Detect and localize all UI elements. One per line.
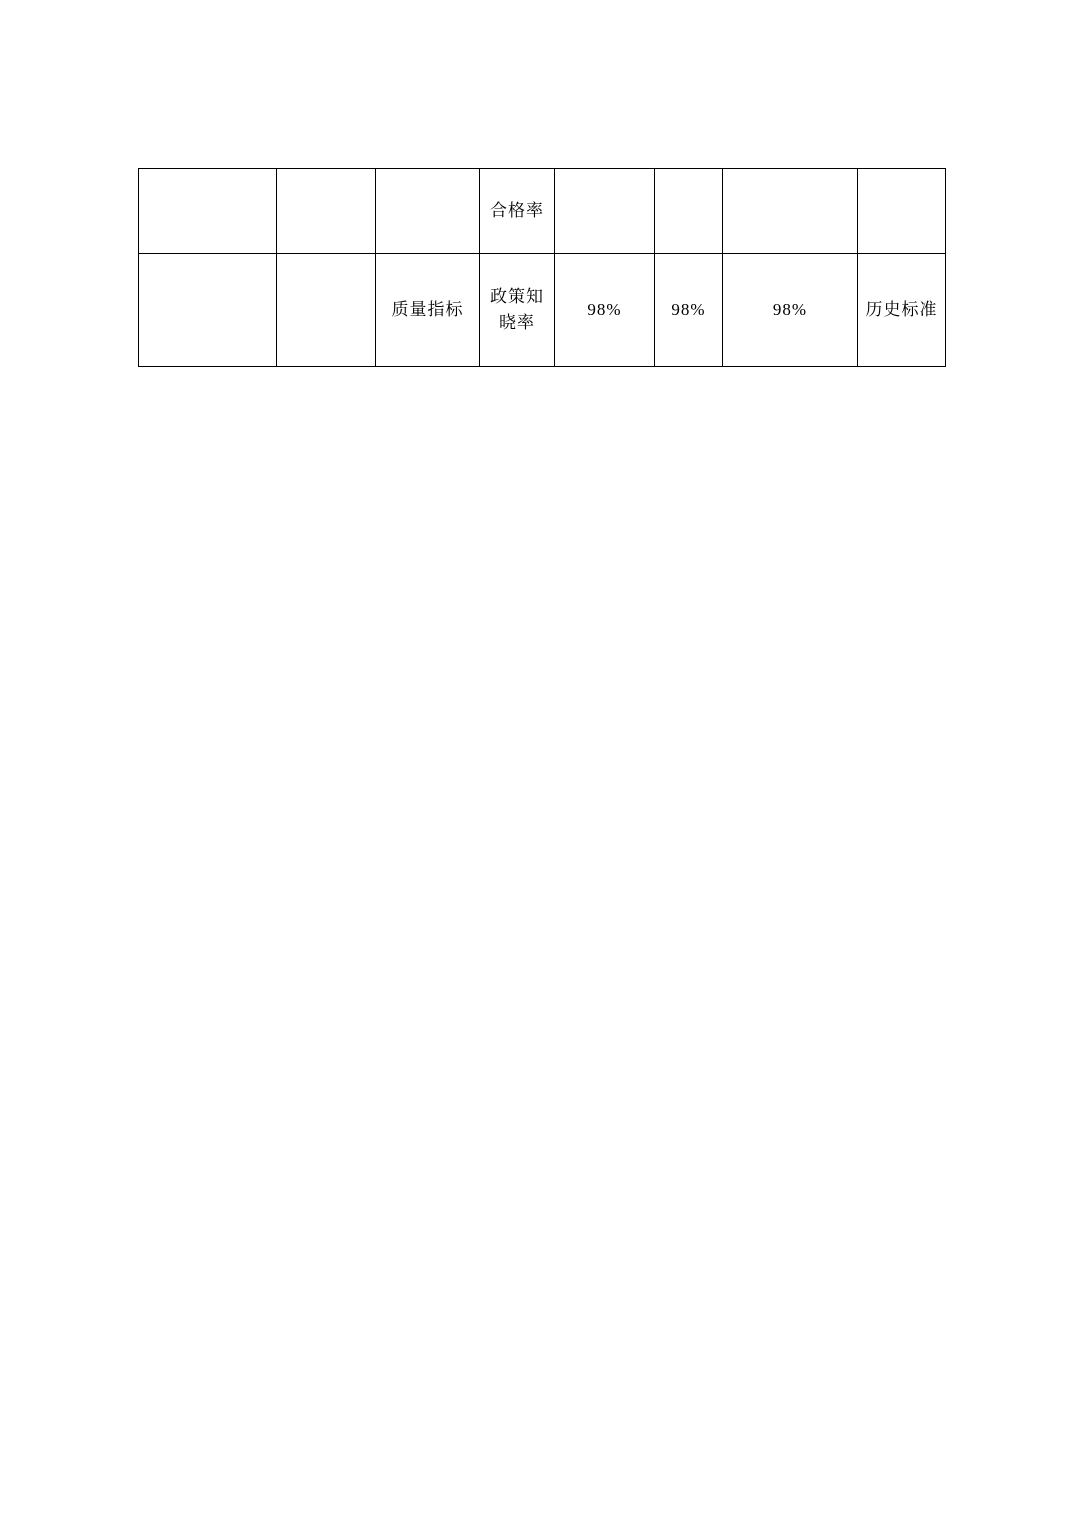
cell-r0-c6 xyxy=(723,169,858,254)
cell-r1-c6-value: 98% xyxy=(723,254,858,367)
cell-r1-c2-quality-indicator: 质量指标 xyxy=(376,254,480,367)
cell-r1-c0 xyxy=(139,254,277,367)
cell-r1-c7-historical-standard: 历史标准 xyxy=(858,254,946,367)
cell-r0-c5 xyxy=(655,169,723,254)
cell-r1-c4-value: 98% xyxy=(555,254,655,367)
cell-r0-c1 xyxy=(277,169,376,254)
cell-r0-c0 xyxy=(139,169,277,254)
cell-r1-c3-policy-awareness-rate: 政策知晓率 xyxy=(480,254,555,367)
cell-r1-c5-value: 98% xyxy=(655,254,723,367)
cell-r0-c2 xyxy=(376,169,480,254)
indicator-table xyxy=(138,168,946,367)
table-row xyxy=(139,254,946,367)
cell-r0-c7 xyxy=(858,169,946,254)
cell-r0-c4 xyxy=(555,169,655,254)
table-row xyxy=(139,169,946,254)
cell-r1-c1 xyxy=(277,254,376,367)
cell-r0-c3-qualification-rate: 合格率 xyxy=(480,169,555,254)
